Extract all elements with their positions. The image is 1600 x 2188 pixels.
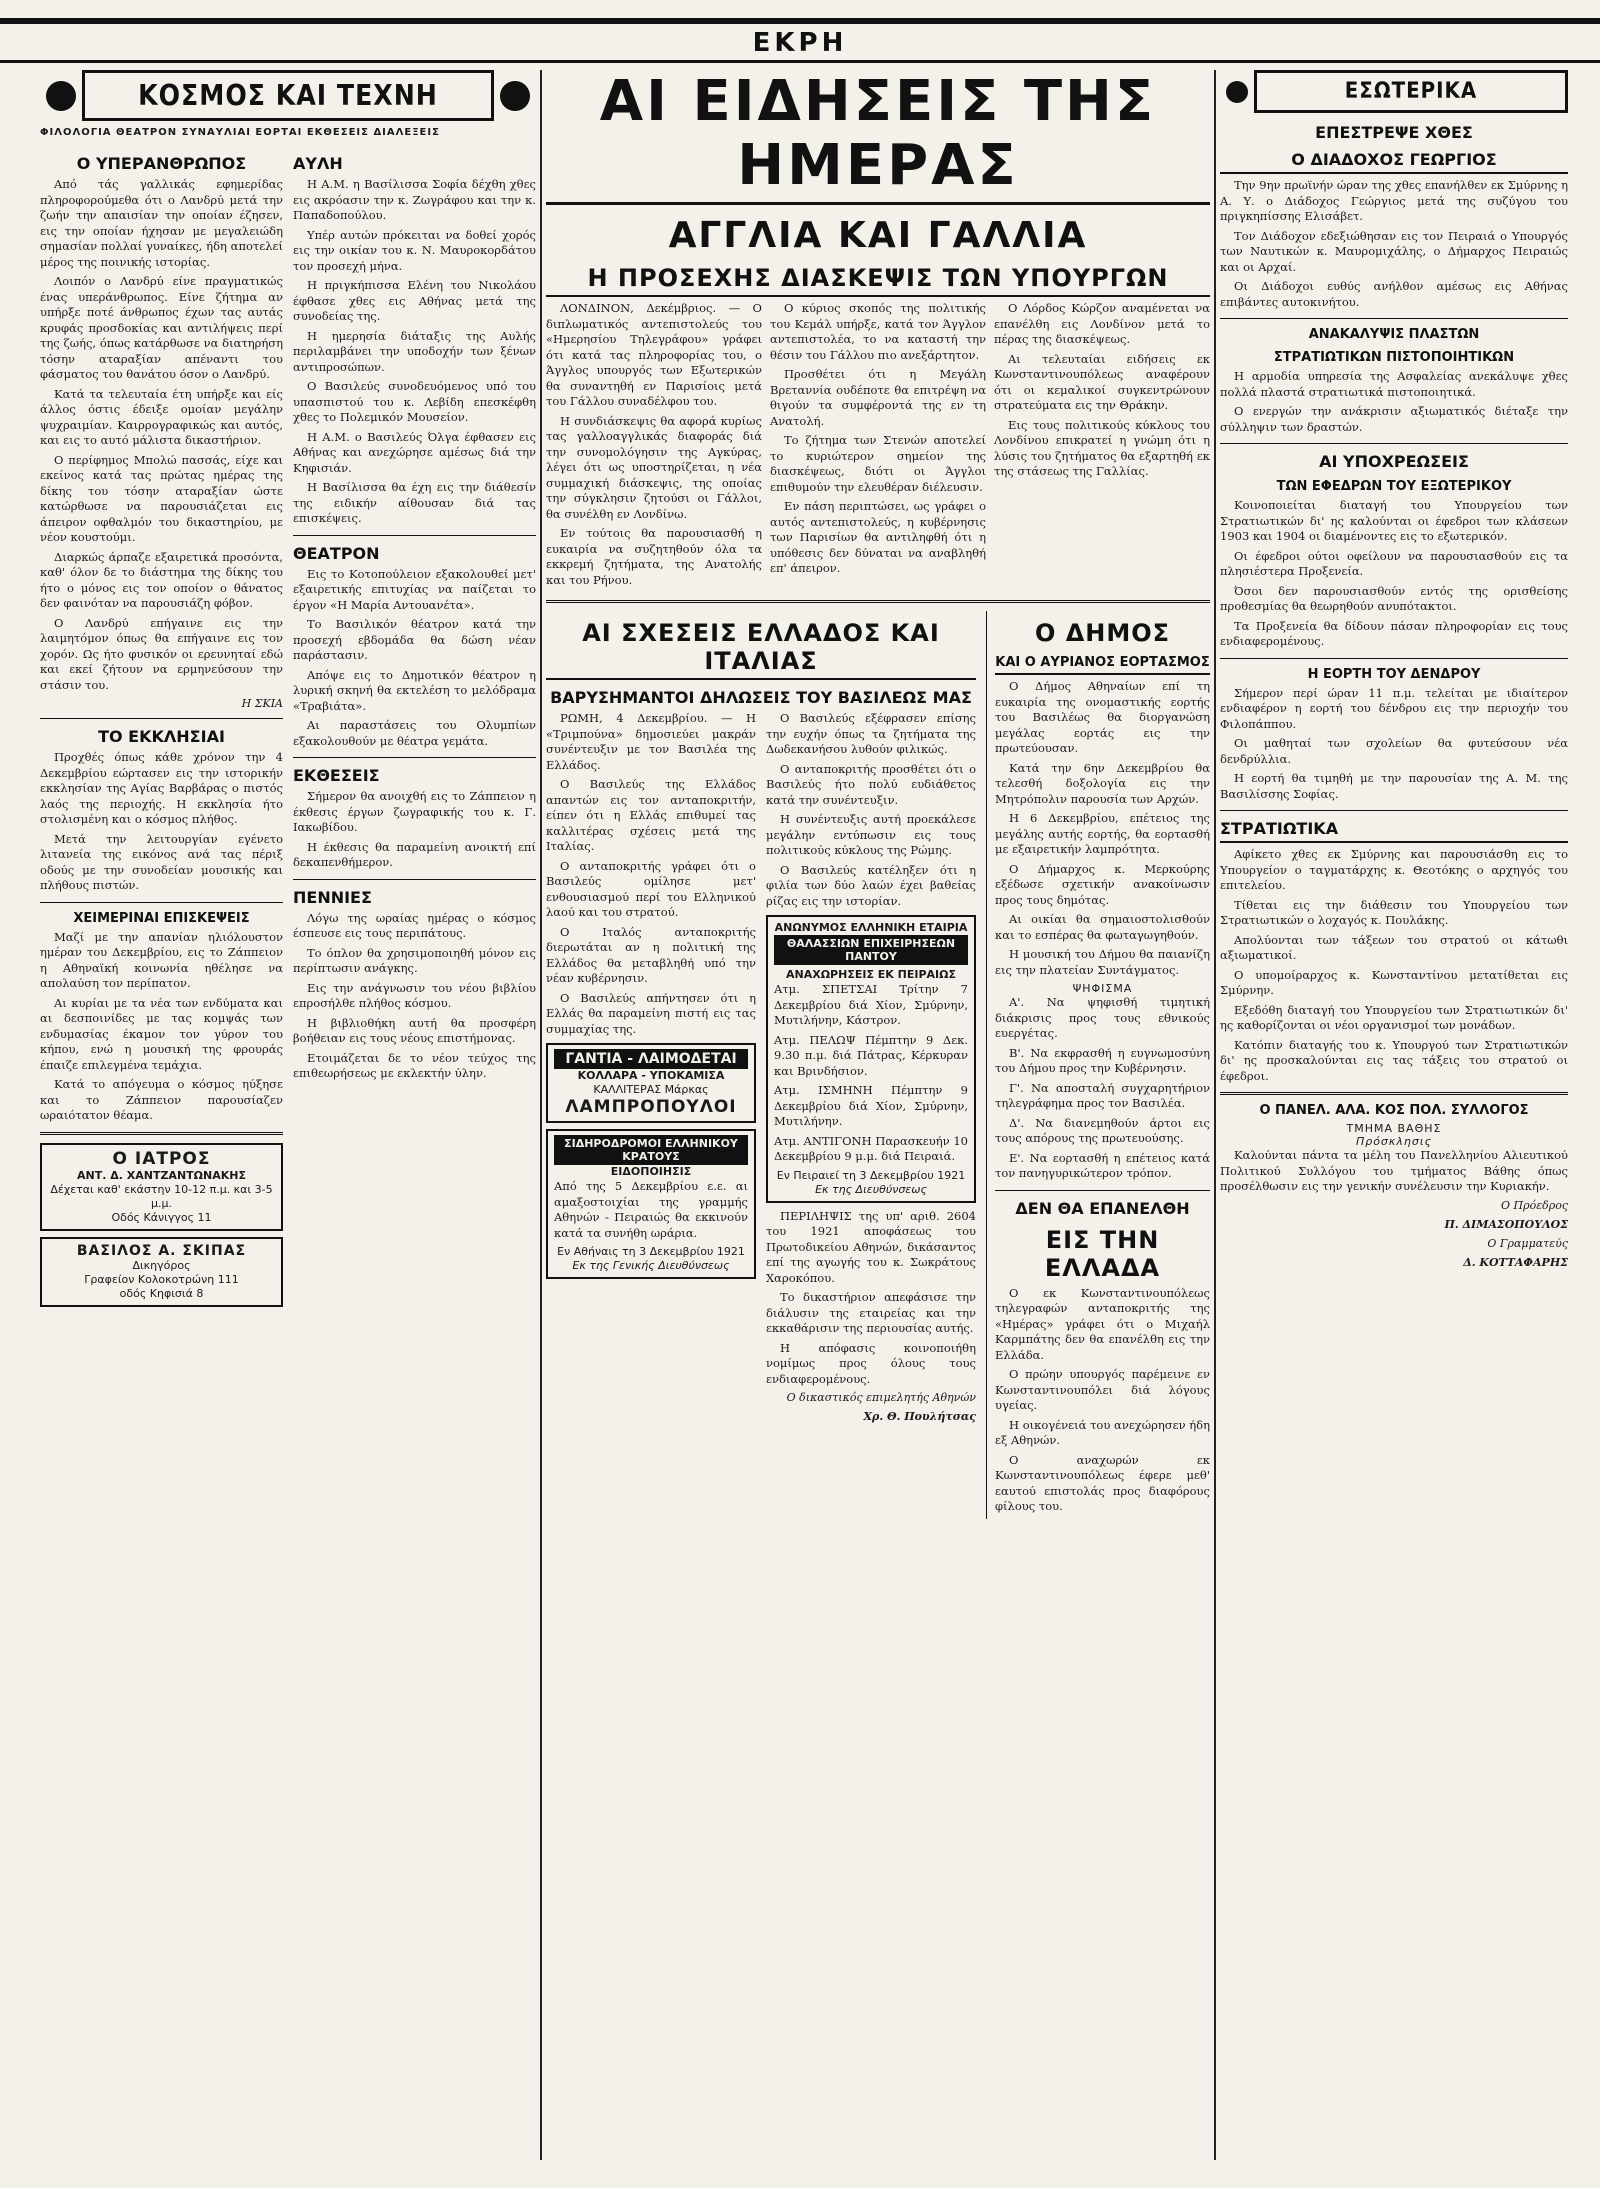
article-paragraph: Η Α.Μ. ο Βασιλεύς Όλγα έφθασεν εις Αθήνας και ανεχώρησε αμέσως διά την Κηφισιάν.: [293, 429, 536, 475]
article-signature: Π. ΔΙΜΑΣΟΠΟΥΛΟΣ: [1444, 1217, 1568, 1231]
article-paragraph: Η Α.Μ. η Βασίλισσα Σοφία δέχθη χθες εις ακρόασιν την κ. Ζωγράφου και την κ. Παπαδοπούλου.: [293, 177, 536, 222]
left-subcol-1: [40, 146, 283, 1313]
lower-center-side: [986, 611, 1210, 1519]
article-paragraph: Το ζήτημα των Στενών αποτελεί το κυριώτερον σημείον της διασκέψεως, διότι οι Άγγλοι επιθυμούν την ελευθέραν διέλευσιν.: [770, 433, 986, 494]
article-paragraph: Αι κυρίαι με τα νέα των ενδύματα και αι δεσποινίδες με τας κομψάς των ενδυμασίας έκαμον τον γύρον του κήπου, ενώ η μουσική της φρουράς έπαιζε επιλεγμένα τεμάχια.: [40, 995, 283, 1072]
article-paragraph: Οι έφεδροι ούτοι οφείλουν να παρουσιασθούν εις τα πλησιέστερα Προξενεία.: [1220, 548, 1568, 578]
center-column: [546, 70, 1210, 1519]
ad-line: ΓΑΝΤΙΑ - ΛΑΙΜΟΔΕΤΑΙ: [554, 1049, 748, 1069]
left-column: [40, 70, 536, 1313]
article-paragraph: Ο Βασιλεύς απήντησεν ότι η Ελλάς θα παραμείνη πιστή εις τας συμμαχίας της.: [546, 990, 756, 1036]
ad-line: ΑΝΤ. Δ. ΧΑΝΤΖΑΝΤΩΝΑΚΗΣ: [77, 1168, 246, 1182]
column-divider-2: [1214, 70, 1216, 2160]
article-paragraph: Κατόπιν διαταγής του κ. Υπουργού των Στρατιωτικών δι' ης προσκαλούνται εις τας τάξεις του στρατού οι έφεδροι.: [1220, 1037, 1568, 1083]
article-paragraph: Η συνέντευξις αυτή προεκάλεσε μεγάλην εντύπωσιν εις τους πολιτικούς κύκλους της Ρώμης.: [766, 812, 976, 857]
article-signature: Ο Πρόεδρος: [1501, 1198, 1568, 1212]
article-paragraph: Ο Λόρδος Κώρζον αναμένεται να επανέλθη εις Λονδίνον μετά το πέρας της διασκέψεως.: [994, 301, 1210, 346]
subheadline: ΚΑΙ Ο ΑΥΡΙΑΝΟΣ ΕΟΡΤΑΣΜΟΣ: [995, 655, 1210, 675]
article-paragraph: Εν τούτοις θα παρουσιασθή η ευκαιρία να συζητηθούν όλα τα εκκρεμή ζητήματα, της Ανατολής και του Ρήνου.: [546, 526, 762, 587]
separator: [293, 757, 536, 758]
article-paragraph: Η αρμοδία υπηρεσία της Ασφαλείας ανεκάλυψε χθες πολλά πλαστά στρατιωτικά πιστοποιητικά.: [1220, 369, 1568, 399]
article-paragraph: Ο Βασιλεύς κατέληξεν ότι η φιλία των δύο λαών έχει βαθείας ρίζας εις την ιστορίαν.: [766, 862, 976, 908]
ad-line: Ατμ. ΠΕΛΩΨ Πέμπτην 9 Δεκ. 9.30 π.μ. διά Πάτρας, Κέρκυραν και Βρινδήσιον.: [774, 1032, 968, 1078]
article-paragraph: Εις το Κοτοπούλειον εξακολουθεί μετ' εξαιρετικής επιτυχίας να παίζεται το έργον «Η Μαρία Αντουανέτα».: [293, 566, 536, 612]
subheadline: ΤΜΗΜΑ ΒΑΘΗΣ: [1346, 1122, 1442, 1135]
main-banner: ΑΙ ΕΙΔΗΣΕΙΣ ΤΗΣ ΗΜΕΡΑΣ: [546, 70, 1210, 205]
section-title-cosmos: ΚΟΣΜΟΣ ΚΑΙ ΤΕΧΝΗ: [82, 70, 494, 121]
article-title: ΠΕΝΝΙΕΣ: [293, 887, 372, 907]
list-item: Β'. Να εκφρασθή η ευγνωμοσύνη του Δήμου προς την Κυβέρνησιν.: [995, 1045, 1210, 1075]
lower-center-main: [546, 611, 976, 1519]
list-item: Γ'. Να αποσταλή συγχαρητήριον τηλεγράφημα προς τον Βασιλέα.: [995, 1080, 1210, 1110]
ad-title: ΑΝΩΝΥΜΟΣ ΕΛΛΗΝΙΚΗ ΕΤΑΙΡΙΑ: [774, 921, 968, 934]
headline: ΑΙ ΣΧΕΣΕΙΣ ΕΛΛΑΔΟΣ ΚΑΙ ΙΤΑΛΙΑΣ: [546, 619, 976, 680]
ornament-icon: [500, 81, 530, 111]
separator: [1220, 1092, 1568, 1095]
article-paragraph: Αι παραστάσεις του Ολυμπίων εξακολουθούν με θέατρα γεμάτα.: [293, 718, 536, 748]
article-paragraph: Απολύονται των τάξεων του στρατού οι κάτωθι αξιωματικοί.: [1220, 932, 1568, 962]
lower-center: [546, 611, 1210, 1519]
ad-line: Εν Αθήναις τη 3 Δεκεμβρίου 1921: [557, 1245, 745, 1258]
list-item: Α'. Να ψηφισθή τιμητική διάκρισις προς τους εθνικούς ευεργέτας.: [995, 995, 1210, 1040]
article-paragraph: Η ημερησία διάταξις της Αυλής περιλαμβάνει την υποδοχήν των ξένων αντιπροσώπων.: [293, 328, 536, 374]
headline: ΕΠΕΣΤΡΕΨΕ ΧΘΕΣ: [1315, 123, 1473, 142]
article-paragraph: Η συνδιάσκεψις θα αφορά κυρίως τας γαλλοαγγλικάς διαφοράς διά την συνομολόγησιν της Αγκύρας, λέγει ότι ως υποστηρίζεται, η νέα συμμαχική διάσκεψις, της οποίας την σύγκλησιν ζητούσι οι Γάλλοι, θα συνέλθη εν Λονδίνω.: [546, 413, 762, 521]
ornament-icon: [46, 81, 76, 111]
article-paragraph: Κοινοποιείται διαταγή του Υπουργείου των Στρατιωτικών δι' ης καλούνται οι έφεδροι των κλάσεων 1903 και 1904 οι διαμένοντες εις το εξωτερικόν.: [1220, 498, 1568, 543]
article-paragraph: Κατά την 6ην Δεκεμβρίου θα τελεσθή δοξολογία εις την Μητρόπολιν παρουσία των Αρχών.: [995, 760, 1210, 806]
story2-col2: [766, 711, 976, 1429]
article-paragraph: Μετά την λειτουργίαν εγένετο λιτανεία της εικόνος ανά τας πέριξ οδούς με την συνοδείαν μουσικής και πλήθους πιστών.: [40, 831, 283, 892]
article-paragraph: Το Βασιλικόν θέατρον κατά την προσεχή εβδομάδα θα δώση νέαν παράστασιν.: [293, 617, 536, 662]
article-paragraph: Ο Δήμαρχος κ. Μερκούρης εξέδωσε σχετικήν ανακοίνωσιν προς τους δημότας.: [995, 861, 1210, 907]
article-paragraph: Οι Διάδοχοι ευθύς ανήλθον αμέσως εις Αθήνας επιβάντες αυτοκινήτου.: [1220, 279, 1568, 309]
section-subtitle: ΦΙΛΟΛΟΓΙΑ ΘΕΑΤΡΟΝ ΣΥΝΑΥΛΙΑΙ ΕΟΡΤΑΙ ΕΚΘΕΣΕΙΣ ΔΙΑΛΕΞΕΙΣ: [40, 127, 440, 138]
headline: ΑΓΓΛΙΑ ΚΑΙ ΓΑΛΛΙΑ: [668, 215, 1088, 256]
article-paragraph: Η έκθεσις θα παραμείνη ανοικτή επί δεκαπενθήμερον.: [293, 839, 536, 869]
article-title: ΤΟ ΕΚΚΛΗΣΙΑΙ: [98, 727, 225, 746]
story1-body: [546, 301, 1210, 592]
article-paragraph: Η Βασίλισσα θα έχη εις την διάθεσίν της ειδικήν αίθουσαν διά τας επισκέψεις.: [293, 480, 536, 525]
article-paragraph: Ο αναχωρών εκ Κωνσταντινουπόλεως έφερε μεθ' εαυτού επιστολάς προς διαφόρους φίλους του.: [995, 1452, 1210, 1513]
left-subcol-2: [293, 146, 536, 1313]
separator: [1220, 318, 1568, 319]
ad-line: Εκ της Γενικής Διευθύνσεως: [572, 1259, 730, 1272]
ad-shipping: [766, 915, 976, 1203]
story1-col2: [770, 301, 986, 592]
article-title: ΧΕΙΜΕΡΙΝΑΙ ΕΠΙΣΚΕΨΕΙΣ: [73, 910, 250, 926]
article-title: ΘΕΑΤΡΟΝ: [293, 543, 380, 563]
article-paragraph: Ο Ιταλός ανταποκριτής διερωτάται αν η πολιτική της Ελλάδος θα μεταβληθή υπό την νέαν κυβέρνησιν.: [546, 924, 756, 985]
article-paragraph: Η οικογένειά του ανεχώρησεν ήδη εξ Αθηνών.: [995, 1417, 1210, 1447]
story2-col1: [546, 711, 756, 1429]
list-item: Δ'. Να διανεμηθούν άρτοι εις τους απόρους της πρωτευούσης.: [995, 1115, 1210, 1145]
article-paragraph: ΛΟΝΔΙΝΟΝ, Δεκέμβριος. — Ο διπλωματικός αντεπιστολεύς του «Ημερησίου Τηλεγράφου» γράφει ότι κατά τας πληροφορίας του, ο Άγγλος υπουργός των Εξωτερικών θα συναντηθή εν Παρισίοις μετά του Γάλλου συναδέλφου του.: [546, 301, 762, 408]
ad-line: Δέχεται καθ' εκάστην 10-12 π.μ. και 3-5 μ.μ.: [50, 1182, 273, 1210]
story2-body: [546, 711, 976, 1429]
article-paragraph: Ο Βασιλεύς συνοδευόμενος υπό του υπασπιστού του κ. Λεβίδη επεσκέφθη χθες το Πολεμικόν Μουσείον.: [293, 379, 536, 424]
subheadline: Πρόσκλησις: [1355, 1135, 1433, 1148]
article-paragraph: Όσοι δεν παρουσιασθούν εντός της ορισθείσης προθεσμίας θα θεωρηθούν ανυπότακτοι.: [1220, 583, 1568, 613]
ad-doctor: [40, 1143, 283, 1231]
ad-title: ΣΙΔΗΡΟΔΡΟΜΟΙ ΕΛΛΗΝΙΚΟΥ ΚΡΑΤΟΥΣ: [554, 1135, 748, 1165]
ad-lawyer: [40, 1237, 283, 1307]
masthead-strip: ΕΚΡΗ: [752, 30, 848, 56]
article-paragraph: Ο κύριος σκοπός της πολιτικής του Κεμάλ υπήρξε, κατά τον Άγγλον αντεπιστολέα, το να καταστή την θέσιν του Γάλλου πιο ανεξάρτητον.: [770, 301, 986, 362]
ad-line: οδός Κηφισιά 8: [119, 1286, 204, 1300]
article-paragraph: Ο εκ Κωνσταντινουπόλεως τηλεγραφών ανταποκριτής της «Ημέρας» γράφει ότι ο Μιχαήλ Καρμπάτης δεν θα επανέλθη εις την Ελλάδα.: [995, 1285, 1210, 1362]
ad-line: ΚΟΛΛΑΡΑ - ΥΠΟΚΑΜΙΣΑ: [577, 1069, 725, 1082]
cosmos-header-row: [40, 70, 536, 121]
article-paragraph: Ο υπομοίραρχος κ. Κωνσταντίνου μετατίθεται εις Σμύρνην.: [1220, 967, 1568, 997]
article-title: ΕΚΘΕΣΕΙΣ: [293, 766, 380, 785]
article-title: ΑΥΛΗ: [293, 154, 343, 173]
article-paragraph: Ο Βασιλεύς εξέφρασεν επίσης την ευχήν όπως τα ζητήματα της Δωδεκανήσου λυθούν φιλικώς.: [766, 711, 976, 756]
separator: [40, 1132, 283, 1135]
ad-section: ΑΝΑΧΩΡΗΣΕΙΣ ΕΚ ΠΕΙΡΑΙΩΣ: [785, 968, 956, 981]
article-paragraph: Τίθεται εις την διάθεσιν του Υπουργείου των Στρατιωτικών ο λοχαγός κ. Πουλάκης.: [1220, 897, 1568, 927]
article-paragraph: ΡΩΜΗ, 4 Δεκεμβρίου. — Η «Τριμπούνα» δημοσιεύει μακράν συνέντευξιν με τον Βασιλέα της Ελλάδος.: [546, 711, 756, 772]
article-title: Ο ΥΠΕΡΑΝΘΡΩΠΟΣ: [76, 154, 247, 173]
subheadline: ΤΩΝ ΕΦΕΔΡΩΝ ΤΟΥ ΕΞΩΤΕΡΙΚΟΥ: [1276, 479, 1512, 494]
article-signature: Ο δικαστικός επιμελητής Αθηνών: [786, 1391, 976, 1404]
ornament-icon: [1226, 81, 1248, 103]
article-paragraph: Εν πάση περιπτώσει, ως γράφει ο αυτός αντεπιστολεύς, η κυβέρνησις των Παρισίων θα αντιληφθή ότι η υπόθεσις δεν δύναται να αναβληθή επ' άπειρον.: [770, 499, 986, 575]
article-paragraph: Ο Βασιλεύς της Ελλάδος απαντών εις τον ανταποκριτήν, είπεν ότι η Ελλάς επιθυμεί τας καλλιτέρας σχέσεις μετά της Ιταλίας.: [546, 777, 756, 853]
story1-col1: [546, 301, 762, 592]
article-paragraph: Κατά τα τελευταία έτη υπήρξε και είς άλλος όστις έδειξε ομοίαν μεγάλην ψυχραιμίαν. Καιρρογραφικώς και αυτός, και εις το αυτό μάλιστα δικαστήριον.: [40, 386, 283, 447]
article-paragraph: Ο πρώην υπουργός παρέμεινε εν Κωνσταντινουπόλει διά λόγους υγείας.: [995, 1367, 1210, 1412]
article-paragraph: Λόγω της ωραίας ημέρας ο κόσμος έσπευσε εις τους περιπάτους.: [293, 910, 536, 940]
article-signature: Η ΣΚΙΑ: [241, 697, 283, 710]
separator: [40, 902, 283, 903]
article-paragraph: Αι τελευταίαι ειδήσεις εκ Κωνσταντινουπόλεως αναφέρουν ότι οι κεμαλικοί συγκεντρώνουν στρατεύματα εις την Θράκην.: [994, 351, 1210, 412]
headline: Η ΕΟΡΤΗ ΤΟΥ ΔΕΝΔΡΟΥ: [1307, 666, 1481, 682]
separator: [1220, 658, 1568, 659]
ad-subtitle: ΘΑΛΑΣΣΙΩΝ ΕΠΙΧΕΙΡΗΣΕΩΝ ΠΑΝΤΟΥ: [774, 935, 968, 965]
subheadline: Ο ΔΙΑΔΟΧΟΣ ΓΕΩΡΓΙΟΣ: [1220, 150, 1568, 174]
article-paragraph: Προσθέτει ότι η Μεγάλη Βρεταννία ουδέποτε θα επιτρέψη να θιγούν τα συμφέροντά της εν τη Ανατολή.: [770, 367, 986, 428]
article-paragraph: Αι οικίαι θα σημαιοστολισθούν και το εσπέρας θα φωταγωγηθούν.: [995, 912, 1210, 942]
ad-line: Εκ της Διευθύνσεως: [815, 1182, 927, 1196]
section-title-esoterika: ΕΣΩΤΕΡΙΚΑ: [1254, 70, 1568, 113]
separator: [293, 535, 536, 536]
headline: ΔΕΝ ΘΑ ΕΠΑΝΕΛΘΗ: [1015, 1198, 1190, 1218]
separator: [293, 879, 536, 880]
story1-col3: [994, 301, 1210, 592]
article-paragraph: ΠΕΡΙΛΗΨΙΣ της υπ' αριθ. 2604 του 1921 αποφάσεως του Πρωτοδικείου Αθηνών, δικάσαντος επί της αγωγής του κ. Σωκράτους Χαροκόπου.: [766, 1208, 976, 1285]
separator: [40, 718, 283, 719]
article-paragraph: Εις την ανάγνωσιν του νέου βιβλίου επροσήλθε πλήθος κόσμου.: [293, 980, 536, 1010]
ad-clothing: [546, 1043, 756, 1123]
article-paragraph: Εις τους πολιτικούς κύκλους του Λονδίνου επικρατεί η γνώμη ότι η λύσις του ζητήματος θα εξαρτηθή εκ της στάσεως της Γαλλίας.: [994, 417, 1210, 478]
article-paragraph: Η μουσική του Δήμου θα παιανίζη εις την πλατείαν Συντάγματος.: [995, 947, 1210, 977]
subheadline: ΕΙΣ ΤΗΝ ΕΛΛΑΔΑ: [1044, 1225, 1161, 1282]
headline: ΣΤΡΑΤΙΩΤΙΚΑ: [1220, 819, 1568, 843]
list-item: Ε'. Να εορτασθή η επέτειος κατά τον πανηγυρικώτερον τρόπον.: [995, 1150, 1210, 1180]
subheadline: ΣΤΡΑΤΙΩΤΙΚΩΝ ΠΙΣΤΟΠΟΙΗΤΙΚΩΝ: [1273, 350, 1515, 365]
article-paragraph: Υπέρ αυτών πρόκειται να δοθεί χορός εις την οικίαν του κ. Ν. Μαυροκορδάτου τον προσεχή μήνα.: [293, 227, 536, 273]
ad-line: Γραφείον Κολοκοτρώνη 111: [84, 1272, 239, 1286]
ad-title: Ο ΙΑΤΡΟΣ: [112, 1148, 211, 1169]
article-paragraph: Η εορτή θα τιμηθή με την παρουσίαν της Α. Μ. της Βασιλίσσης Σοφίας.: [1220, 771, 1568, 801]
ad-line: Ατμ. ΙΣΜΗΝΗ Πέμπτην 9 Δεκεμβρίου διά Χίον, Σμύρνην, Μυτιλήνην.: [774, 1083, 968, 1128]
separator: [995, 1190, 1210, 1191]
article-paragraph: Η απόφασις κοινοποιήθη νομίμως προς όλους τους ενδιαφερομένους.: [766, 1340, 976, 1386]
ad-line: Ατμ. ΣΠΕΤΣΑΙ Τρίτην 7 Δεκεμβρίου διά Χίον, Σμύρνην, Μυτιλήνην, Κάστρον.: [774, 982, 968, 1027]
article-signature: Ο Γραμματεύς: [1487, 1236, 1568, 1250]
ad-railways: [546, 1129, 756, 1279]
article-paragraph: Σήμερον περί ώραν 11 π.μ. τελείται με ιδιαίτερον ενδιαφέρον η εορτή του δένδρου εις την περιοχήν του Φιλοπάππου.: [1220, 685, 1568, 731]
article-paragraph: Διαρκώς άρπαζε εξαιρετικά προσόντα, καθ' όλον δε το διάστημα της δίκης του ήτο ο μόνος εις τον οποίον ο θάνατος δεν φαινόταν να παρουσιάζη φόβον.: [40, 549, 283, 610]
ad-title: ΛΑΜΠΡΟΠΟΥΛΟΙ: [565, 1097, 737, 1117]
top-rule-lower: [0, 60, 1600, 63]
article-paragraph: Ο Λανδρύ επήγαινε εις την λαιμητόμον όπως θα επήγαινε εις τον χορόν. Ως ήτο φυσικόν οι ερευνηταί εδώ και εκεί ζήτουν να ερμηνεύσουν την στάσιν του.: [40, 615, 283, 692]
article-paragraph: Το δικαστήριον απεφάσισε την διάλυσιν της εταιρείας και την εκκαθάρισιν της περιουσίας αυτής.: [766, 1290, 976, 1335]
article-signature: Χρ. Θ. Πουλήτσας: [863, 1410, 976, 1423]
article-paragraph: Καλούνται πάντα τα μέλη του Πανελληνίου Αλιευτικού Πολιτικού Συλλόγου του τμήματος Βάθης όπως προσέλθωσιν εις την γενικήν συνέλευσιν την Κυριακήν.: [1220, 1148, 1568, 1193]
ad-line: Εν Πειραιεί τη 3 Δεκεμβρίου 1921: [776, 1168, 966, 1182]
right-column: [1220, 70, 1568, 1275]
article-paragraph: Αφίκετο χθες εκ Σμύρνης και παρουσιάσθη εις το Υπουργείον ο ταγματάρχης κ. Θεοτόκης ο αρχηγός του επιτελείου.: [1220, 847, 1568, 892]
top-rule: [0, 18, 1600, 24]
article-paragraph: Οι μαθηταί των σχολείων θα φυτεύσουν νέα δενδρύλλια.: [1220, 736, 1568, 766]
article-paragraph: Ο ανταποκριτής προσθέτει ότι ο Βασιλεύς ήτο πολύ ευδιάθετος κατά την συνέντευξιν.: [766, 761, 976, 807]
article-paragraph: Σήμερον θα ανοιχθή εις το Ζάππειον η έκθεσις έργων ζωγραφικής του κ. Γ. Ιακωβίδου.: [293, 789, 536, 834]
headline: Ο ΠΑΝΕΛ. ΑΛΑ. ΚΟΣ ΠΟΛ. ΣΥΛΛΟΓΟΣ: [1259, 1103, 1529, 1118]
article-paragraph: Ο Δήμος Αθηναίων επί τη ευκαιρία της ονομαστικής εορτής του Βασιλέως θα διοργανώση μεγάλας εορτάς εις την πρωτεύουσαν.: [995, 679, 1210, 755]
psifisma-title: ΨΗΦΙΣΜΑ: [1072, 982, 1133, 995]
ad-line: Οδός Κάνιγγος 11: [111, 1210, 212, 1224]
article-paragraph: Η βιβλιοθήκη αυτή θα προσφέρη βοήθειαν εις τους νέους επιστήμονας.: [293, 1015, 536, 1045]
article-paragraph: Η 6 Δεκεμβρίου, επέτειος της μεγάλης αυτής εορτής, θα εορτασθή με εξαιρετικήν λαμπρότητα.: [995, 811, 1210, 856]
separator: [1220, 810, 1568, 811]
article-paragraph: Τον Διάδοχον εδεξιώθησαν εις τον Πειραιά ο Υπουργός των Ναυτικών κ. Μαυρομιχάλης, ο Δήμαρχος Πειραιώς και οι Αρχαί.: [1220, 228, 1568, 274]
ad-line: Ατμ. ΑΝΤΙΓΟΝΗ Παρασκευήν 10 Δεκεμβρίου 9 μ.μ. διά Πειραιά.: [774, 1133, 968, 1163]
headline: ΑΙ ΥΠΟΧΡΕΩΣΕΙΣ: [1319, 452, 1469, 471]
left-twocol: [40, 146, 536, 1313]
article-paragraph: Το όπλον θα χρησιμοποιηθή μόνον εις περίπτωσιν ανάγκης.: [293, 945, 536, 975]
ad-line: Δικηγόρος: [132, 1258, 191, 1272]
article-signature: Δ. ΚΟΤΤΑΦΑΡΗΣ: [1463, 1255, 1568, 1269]
esoterika-header-row: [1220, 70, 1568, 113]
article-paragraph: Λοιπόν ο Λανδρύ είνε πραγματικώς ένας υπεράνθρωπος. Είνε ζήτημα αν υπήρξε ποτέ άνθρωπος έχων τας αυτάς κρυφάς προσδοκίας και αντιλήψεις περί της ζωής, όπως κατάρθωσε να διατηρήση τόσην αταραξίαν απέναντι του φάσματος του θανάτου όσον ο Λανδρύ.: [40, 274, 283, 381]
article-paragraph: Μαζί με την απανίαν ηλιόλουστον ημέραν του Δεκεμβρίου, εις το Ζάππειον η Αθηναϊκή κοινωνία ηθέλησε να απολαύση τον περίπατον.: [40, 929, 283, 990]
article-paragraph: Ο ενεργών την ανάκρισιν αξιωματικός διέταξε την σύλληψιν των δραστών.: [1220, 404, 1568, 434]
article-paragraph: Από τάς γαλλικάς εφημερίδας πληροφορούμεθα ότι ο Λανδρύ μετά την ζωήν την απαισίαν την οποίαν έζησεν, εις την οποίαν ήχησαν με μεγαλειώδη σημασίαν πολλαί γυναίκες, ήδη αποτελεί μέρος της ποινικής ιστορίας.: [40, 177, 283, 269]
article-paragraph: Ετοιμάζεται δε το νέον τεύχος της επιθεωρήσεως με εκλεκτήν ύλην.: [293, 1050, 536, 1080]
article-paragraph: Εξεδόθη διαταγή του Υπουργείου των Στρατιωτικών δι' ης καθορίζονται οι νέοι οργανισμοί των μονάδων.: [1220, 1002, 1568, 1032]
column-divider-1: [540, 70, 542, 2160]
article-paragraph: Ο ανταποκριτής γράφει ότι ο Βασιλεύς ομίλησε μετ' ενθουσιασμού περί του Ελληνικού λαού και του στρατού.: [546, 858, 756, 919]
ad-title: ΒΑΣΙΛΟΣ Α. ΣΚΙΠΑΣ: [76, 1242, 247, 1259]
ad-line: ΚΑΛΛΙΤΕΡΑΣ Μάρκας: [593, 1083, 709, 1096]
subheadline: ΒΑΡΥΣΗΜΑΝΤΟΙ ΔΗΛΩΣΕΙΣ ΤΟΥ ΒΑΣΙΛΕΩΣ ΜΑΣ: [550, 688, 972, 707]
headline: Ο ΔΗΜΟΣ: [1034, 619, 1171, 647]
subheadline: Η ΠΡΟΣΕΧΗΣ ΔΙΑΣΚΕΨΙΣ ΤΩΝ ΥΠΟΥΡΓΩΝ: [546, 264, 1210, 297]
article-paragraph: Απόψε εις το Δημοτικόν θέατρον η λυρική σκηνή θα εκτελέση το μελόδραμα «Τραβιάτα».: [293, 667, 536, 713]
ad-subtitle: ΕΙΔΟΠΟΙΗΣΙΣ: [610, 1165, 692, 1178]
article-paragraph: Τα Προξενεία θα δίδουν πάσαν πληροφορίαν εις τους ενδιαφερομένους.: [1220, 618, 1568, 648]
article-paragraph: Προχθές όπως κάθε χρόνον την 4 Δεκεμβρίου εώρτασεν εις την ιστορικήν εκκλησίαν της Αγίας Βαρβάρας ο πιστός λαός της περιοχής. Η εκκλησία ήτο στολισμένη και ο κόσμος πλήθος.: [40, 750, 283, 826]
article-paragraph: Ο περίφημος Μπολώ πασσάς, είχε και εκείνος κατά τας πρώτας ημέρας της δίκης του τόσην αταραξίαν ώστε κατώρθωσε να παρουσιάζεται εις άπειρον οφθαλμόν του δικαστηρίου, με νέον κουστούμι.: [40, 452, 283, 544]
article-paragraph: Η πριγκήπισσα Ελένη του Νικολάου έφθασε χθες εις Αθήνας μετά της συνοδείας της.: [293, 278, 536, 323]
article-paragraph: Την 9ην πρωϊνήν ώραν της χθες επανήλθεν εκ Σμύρνης η Α. Υ. ο Διάδοχος Γεώργιος μετά της συζύγου του πριγκηπίσσης Ελισάβετ.: [1220, 178, 1568, 223]
article-paragraph: Κατά το απόγευμα ο κόσμος ηύξησε και το Ζάππειον παρουσίαζεν ωραιότατον θέαμα.: [40, 1077, 283, 1122]
headline: ΑΝΑΚΑΛΥΨΙΣ ΠΛΑΣΤΩΝ: [1308, 327, 1480, 342]
ad-line: Από της 5 Δεκεμβρίου ε.ε. αι αμαξοστοιχίαι της γραμμής Αθηνών - Πειραιώς θα εκκινούν κατά τα συνήθη ωράρια.: [554, 1179, 748, 1240]
separator: [546, 600, 1210, 603]
separator: [1220, 443, 1568, 444]
